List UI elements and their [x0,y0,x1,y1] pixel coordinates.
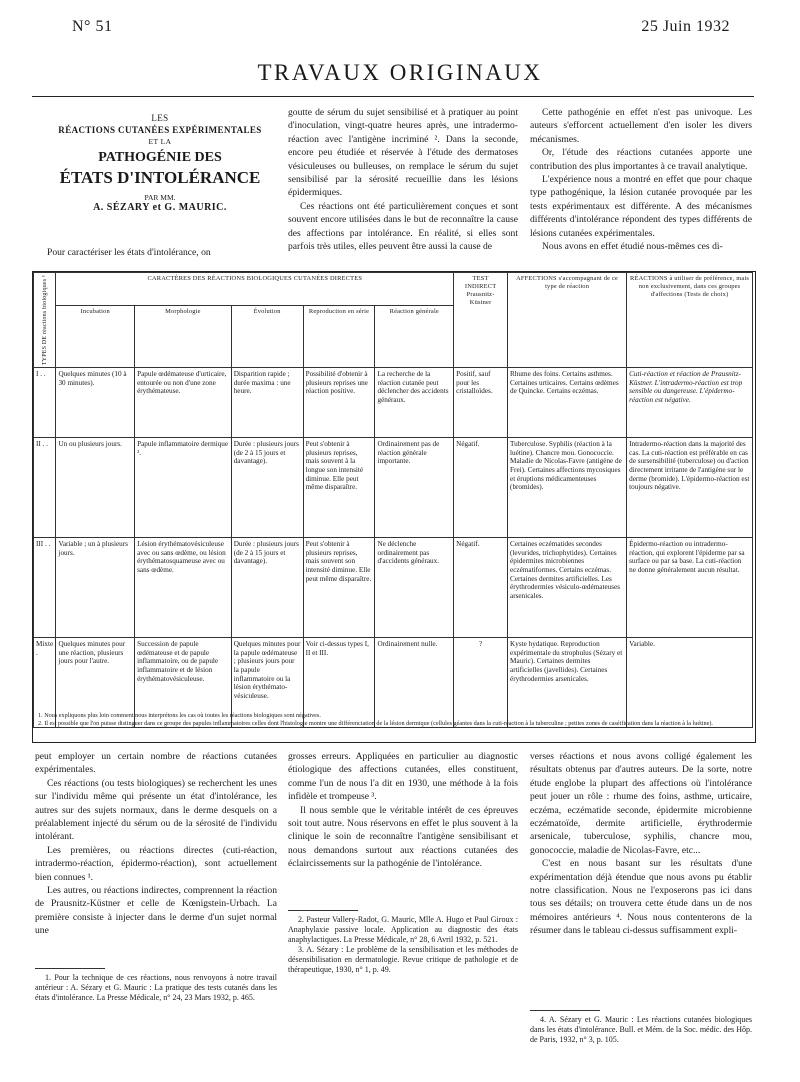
cell-generale: Ordinairement pas de réaction générale importante. [375,438,454,538]
cell-morphologie: Succession de papule œdémateuse et de papule inflammatoire, ou de papule inflammatoire et de lésion érythématovésiculeuse. [135,638,232,728]
cell-affections: Tuberculose. Syphilis (réaction à la luétine). Chancre mou. Gonococcie. Maladie de Nicolas-Favre (antigène de Frei). Certaines affections mycosiques et éruptions médicamenteuses (bromides). [508,438,627,538]
article-authors: A. SÉZARY et G. MAURIC. [93,202,227,213]
article-title-block [35,112,285,213]
col3-top-p2: Or, l'étude des réactions cutanées apporte une contribution des plus importantes à ce travail analytique. [530,147,752,172]
cell-incubation: Variable ; un à plusieurs jours. [56,538,135,638]
cell-reproduction: Peut s'obtenir à plusieurs reprises, mais souvent à la longue son intensité diminue. Elle peut même disparaître. [303,438,375,538]
header-group: CARACTÈRES DES RÉACTIONS BIOLOGIQUES CUTANÉES DIRECTES [56,273,454,306]
col3-top-p1: Cette pathogénie en effet n'est pas univoque. Les auteurs s'efforcent actuellement d'en isoler les divers mécanismes. [530,107,752,145]
col3-top-p3: L'expérience nous a montré en effet que pour chaque type pathogénique, la lésion cutanée provoquée par les tests expérimentaux est différente. A des mécanismes différents d'intolérance répondent des types différents de lésions cutanées expérimentales. [530,174,752,239]
footnote-2: 2. Pasteur Vallery-Radot, G. Mauric, Mlle A. Hugo et Paul Giroux : Anaphylaxie passive locale. Application au diagnostic des états anaphylactiques. La Presse Médicale, n° 28, 6 Avril 1932, p. 521. [288,915,518,944]
cell-incubation: Un ou plusieurs jours. [56,438,135,538]
table-row [34,368,753,438]
footnote-rule [530,1010,600,1011]
title-line1: RÉACTIONS CUTANÉES EXPÉRIMENTALES [58,125,262,135]
column-3-top [530,106,752,253]
cell-test: Négatif. [454,438,508,538]
footnotes-col3 [530,1010,752,1045]
lead-paragraph [35,246,277,259]
col2-top-p2: Ces réactions ont été particulièrement conçues et sont souvent encore utilisées dans le but de reconnaître la cause des affections par intolérance. En réalité, si elles sont parfois très utiles, elles peuvent être aussi la cause de [288,200,518,253]
cell-morphologie: Papule inflammatoire dermique ². [135,438,232,538]
cell-affections: Rhume des foins. Certains asthmes. Certaines urticaires. Certains œdèmes de Quincke. Certains eczémas. [508,368,627,438]
header-reproduction: Reproduction en série [303,306,375,368]
column-2-bottom [288,750,518,871]
cell-type: III . . [34,538,56,638]
col3-bottom-p2: C'est en nous basant sur les résultats d'une expérimentation déjà étendue que nous avons pu établir notre classification. Nous ne l'exposerons pas ici dans tous ses détails; on trouvera cette étude dans un de nos mémoires antérieurs ⁴. Nous nous contenterons de la résumer dans le tableau ci-dessus suffisamment expli- [530,858,752,937]
col2-bottom-p2: Il nous semble que le véritable intérêt de ces épreuves soit tout autre. Nous réservons en effet le plus souvent à la clinique le soin de reconnaître l'antigène sensibilisant et nous demandons surtout aux réactions cutanées des éclaircissements sur la pathogénie de l'intolérance. [288,804,518,870]
cell-morphologie: Lésion érythématovésiculeuse avec ou sans œdème, ou lésion érythématosquameuse avec ou sans œdème. [135,538,232,638]
table-notes [38,712,750,729]
col3-top-p4: Nous avons en effet étudié nous-mêmes ces di- [542,241,723,253]
table-note-1: 1. Nous expliquons plus loin comment nous interprétons les cas où toutes les réactions biologiques sont négatives. [38,712,321,719]
cell-affections: Kyste hydatique. Reproduction expérimentale du strophulus (Sézary et Mauric). Certaines dermites artificielles (javellides). Certaines érythrodermies arsenicales. [508,638,627,728]
title-line3: ÉTATS D'INTOLÉRANCE [59,168,261,187]
cell-choix: Épidermo-réaction ou intradermo-réaction, qui explorent l'épiderme par sa surface ou par sa base. La cuti-réaction ne donne généralement aucun résultat. [627,538,753,638]
section-title: TRAVAUX ORIGINAUX [257,60,543,85]
cell-choix: Cuti-réaction et réaction de Prausnitz-Küstner. L'intradermo-réaction est trop sensible ou dangereuse. L'épidermo-réaction est négative. [627,368,753,438]
table-note-2: 2. Il est possible que l'on puisse distinguer dans ce groupe des papules inflammatoires celles dont l'histologie montre une différenciation de la lésion dermique (cellules géantes dans la cuti-réaction à la tuberculine ; petites zones de caséification dans la réaction à la luétine). [38,720,713,728]
cell-evolution: Durée : plusieurs jours (de 2 à 15 jours et davantage). [231,538,303,638]
cell-morphologie: Papule œdémateuse d'urticaire, entourée ou non d'une zone érythémateuse. [135,368,232,438]
cell-generale: Ne déclenche ordinairement pas d'accidents généraux. [375,538,454,638]
col1-bottom-p2: Ces réactions (ou tests biologiques) se recherchent les unes sur l'individu même qui présente un état d'intolérance, les autres sur des sujets normaux, dans le derme desquels on a préalablement injecté du sérum ou de la sérosité de l'individu intolérant. [35,777,277,843]
footnote-rule [35,968,105,969]
table-row [34,438,753,538]
title-line2: PATHOGÉNIE DES [98,150,222,165]
lead-text: Pour caractériser les états d'intolérance, on [47,247,211,258]
title-et-la: ET LA [148,137,172,146]
cell-type: I . . [34,368,56,438]
column-3-bottom [530,750,752,938]
col1-bottom-p1: peut employer un certain nombre de réactions cutanées expérimentales. [35,751,277,776]
cell-evolution: Durée : plusieurs jours (de 2 à 15 jours et davantage). [231,438,303,538]
col1-bottom-p3: Les premières, ou réactions directes (cuti-réaction, intradermo-réaction, épidermo-réaction), sont actuellement bien connues ¹. [35,844,277,883]
cell-evolution: Disparition rapide ; durée maxima : une heure. [231,368,303,438]
cell-generale: La recherche de la réaction cutanée peut déclencher des accidents généraux. [375,368,454,438]
cell-incubation: Quelques minutes pour une réaction, plusieurs jours pour l'autre. [56,638,135,728]
cell-generale: Ordinairement nulle. [375,638,454,728]
column-1-bottom [35,750,277,938]
header-incubation: Incubation [56,306,135,368]
cell-reproduction: Possibilité d'obtenir à plusieurs reprises une réaction positive. [303,368,375,438]
cell-choix: Intradermo-réaction dans la majorité des cas. La cuti-réaction est préférable en cas de sursensibilité (tuberculose) ou d'action directement irritante de l'antigène sur le derme (bromide). L'épidermo-réaction est toujours négative. [627,438,753,538]
footnote-3: 3. A. Sézary : Le problème de la sensibilisation et les méthodes de désensibilisation en dermatologie. Revue critique de pathologie et de thérapeutique, 1930, n° 1, p. 49. [288,945,518,974]
header-morphologie: Morphologie [135,306,232,368]
cell-reproduction: Peut s'obtenir à plusieurs reprises, mais souvent son intensité diminue. Elle peut même disparaître. [303,538,375,638]
header-test: TEST INDIRECT Prausnitz-Küstner [454,273,508,368]
header-evolution: Évolution [231,306,303,368]
header-rule [32,96,754,97]
cell-evolution: Quelques minutes pour la papule œdémateuse ; plusieurs jours pour la papule inflammatoire ou la lésion érythémato-vésiculeuse. [231,638,303,728]
cell-choix: Variable. [627,638,753,728]
footnotes-col1 [35,968,277,1003]
cell-test: Positif, sauf pour les cristalloïdes. [454,368,508,438]
footnote-rule [288,910,358,911]
col2-top-p1: goutte de sérum du sujet sensibilisé et à pratiquer au point d'inoculation, vingt-quatre heures après, une intradermo-réaction avec l'antigène incriminé ². Dans la seconde, encore peu étudiée et réservée à l'étude des dermatoses vésiculeuses ou bulleuses, on remplace le sérum du sujet sensibilisé par la sérosité recueillie dans les lésions épidermiques. [288,107,518,199]
cell-type: Mixte. [34,638,56,728]
cell-test: ? [454,638,508,728]
issue-date: 25 Juin 1932 [641,18,730,35]
header-type: TYPES DE réactions biologiques ¹ [34,273,56,368]
col3-bottom-p1: verses réactions et nous avons colligé également les résultats obtenus par d'autres auteurs. De la sorte, notre étude englobe la plupart des affections où l'intolérance peut jouer un rôle : rhume des foins, asthme, urticaire, eczéma, eczématide seconde, épidermite microbienne eczématoïde, dermite artificielle, érythrodermie arsenicale, tuberculose, syphilis, chancre mou, gonococcie, maladie de Nicolas-Favre, etc... [530,751,752,856]
reactions-table [33,272,753,728]
footnote-4: 4. A. Sézary et G. Mauric : Les réactions cutanées biologiques dans les états d'intolérance. Bull. et Mém. de la Soc. médic. des Hôp. de Paris, 1932, n° 3, p. 105. [530,1015,752,1044]
cell-test: Négatif. [454,538,508,638]
table-row [34,538,753,638]
cell-affections: Certaines eczématides secondes (levurides, trichophytides). Certaines épidermites microbiennes eczématiformes. Certains eczémas. Certaines dermites artificielles. Les érythrodermies vésiculo-œdémateuses arsenicales. [508,538,627,638]
cell-reproduction: Voir ci-dessus types I, II et III. [303,638,375,728]
col2-bottom-p1: grosses erreurs. Appliquées en particulier au diagnostic étiologique des affections cutanées, elles constituent, comme l'un de nous l'a dit en 1930, une méthode à la fois infidèle et trompeuse ³. [288,751,518,803]
title-les: LES [151,113,169,123]
footnote-1: 1. Pour la technique de ces réactions, nous renvoyons à notre travail antérieur : A. Sézary et G. Mauric : La pratique des tests cutanés dans les états d'intolérance. La Presse Médicale, n° 24, 23 Mars 1932, p. 465. [35,973,277,1002]
header-reactions: RÉACTIONS à utiliser de préférence, mais non exclusivement, dans ces groupes d'affections (Tests de choix) [627,273,753,368]
footnotes-col2 [288,910,518,975]
column-2-top [288,106,518,253]
cell-type: II . . [34,438,56,538]
col1-bottom-p4: Les autres, ou réactions indirectes, comprennent la réaction de Prausnitz-Küstner et celle de Kœnigstein-Urbach. La première consiste à injecter dans le derme d'un sujet normal une [35,885,277,937]
issue-number: N° 51 [72,18,113,35]
cell-incubation: Quelques minutes (10 à 30 minutes). [56,368,135,438]
title-par: PAR MM. [144,193,176,202]
header-affections: AFFECTIONS s'accompagnant de ce type de réaction [508,273,627,368]
header-generale: Réaction générale [375,306,454,368]
